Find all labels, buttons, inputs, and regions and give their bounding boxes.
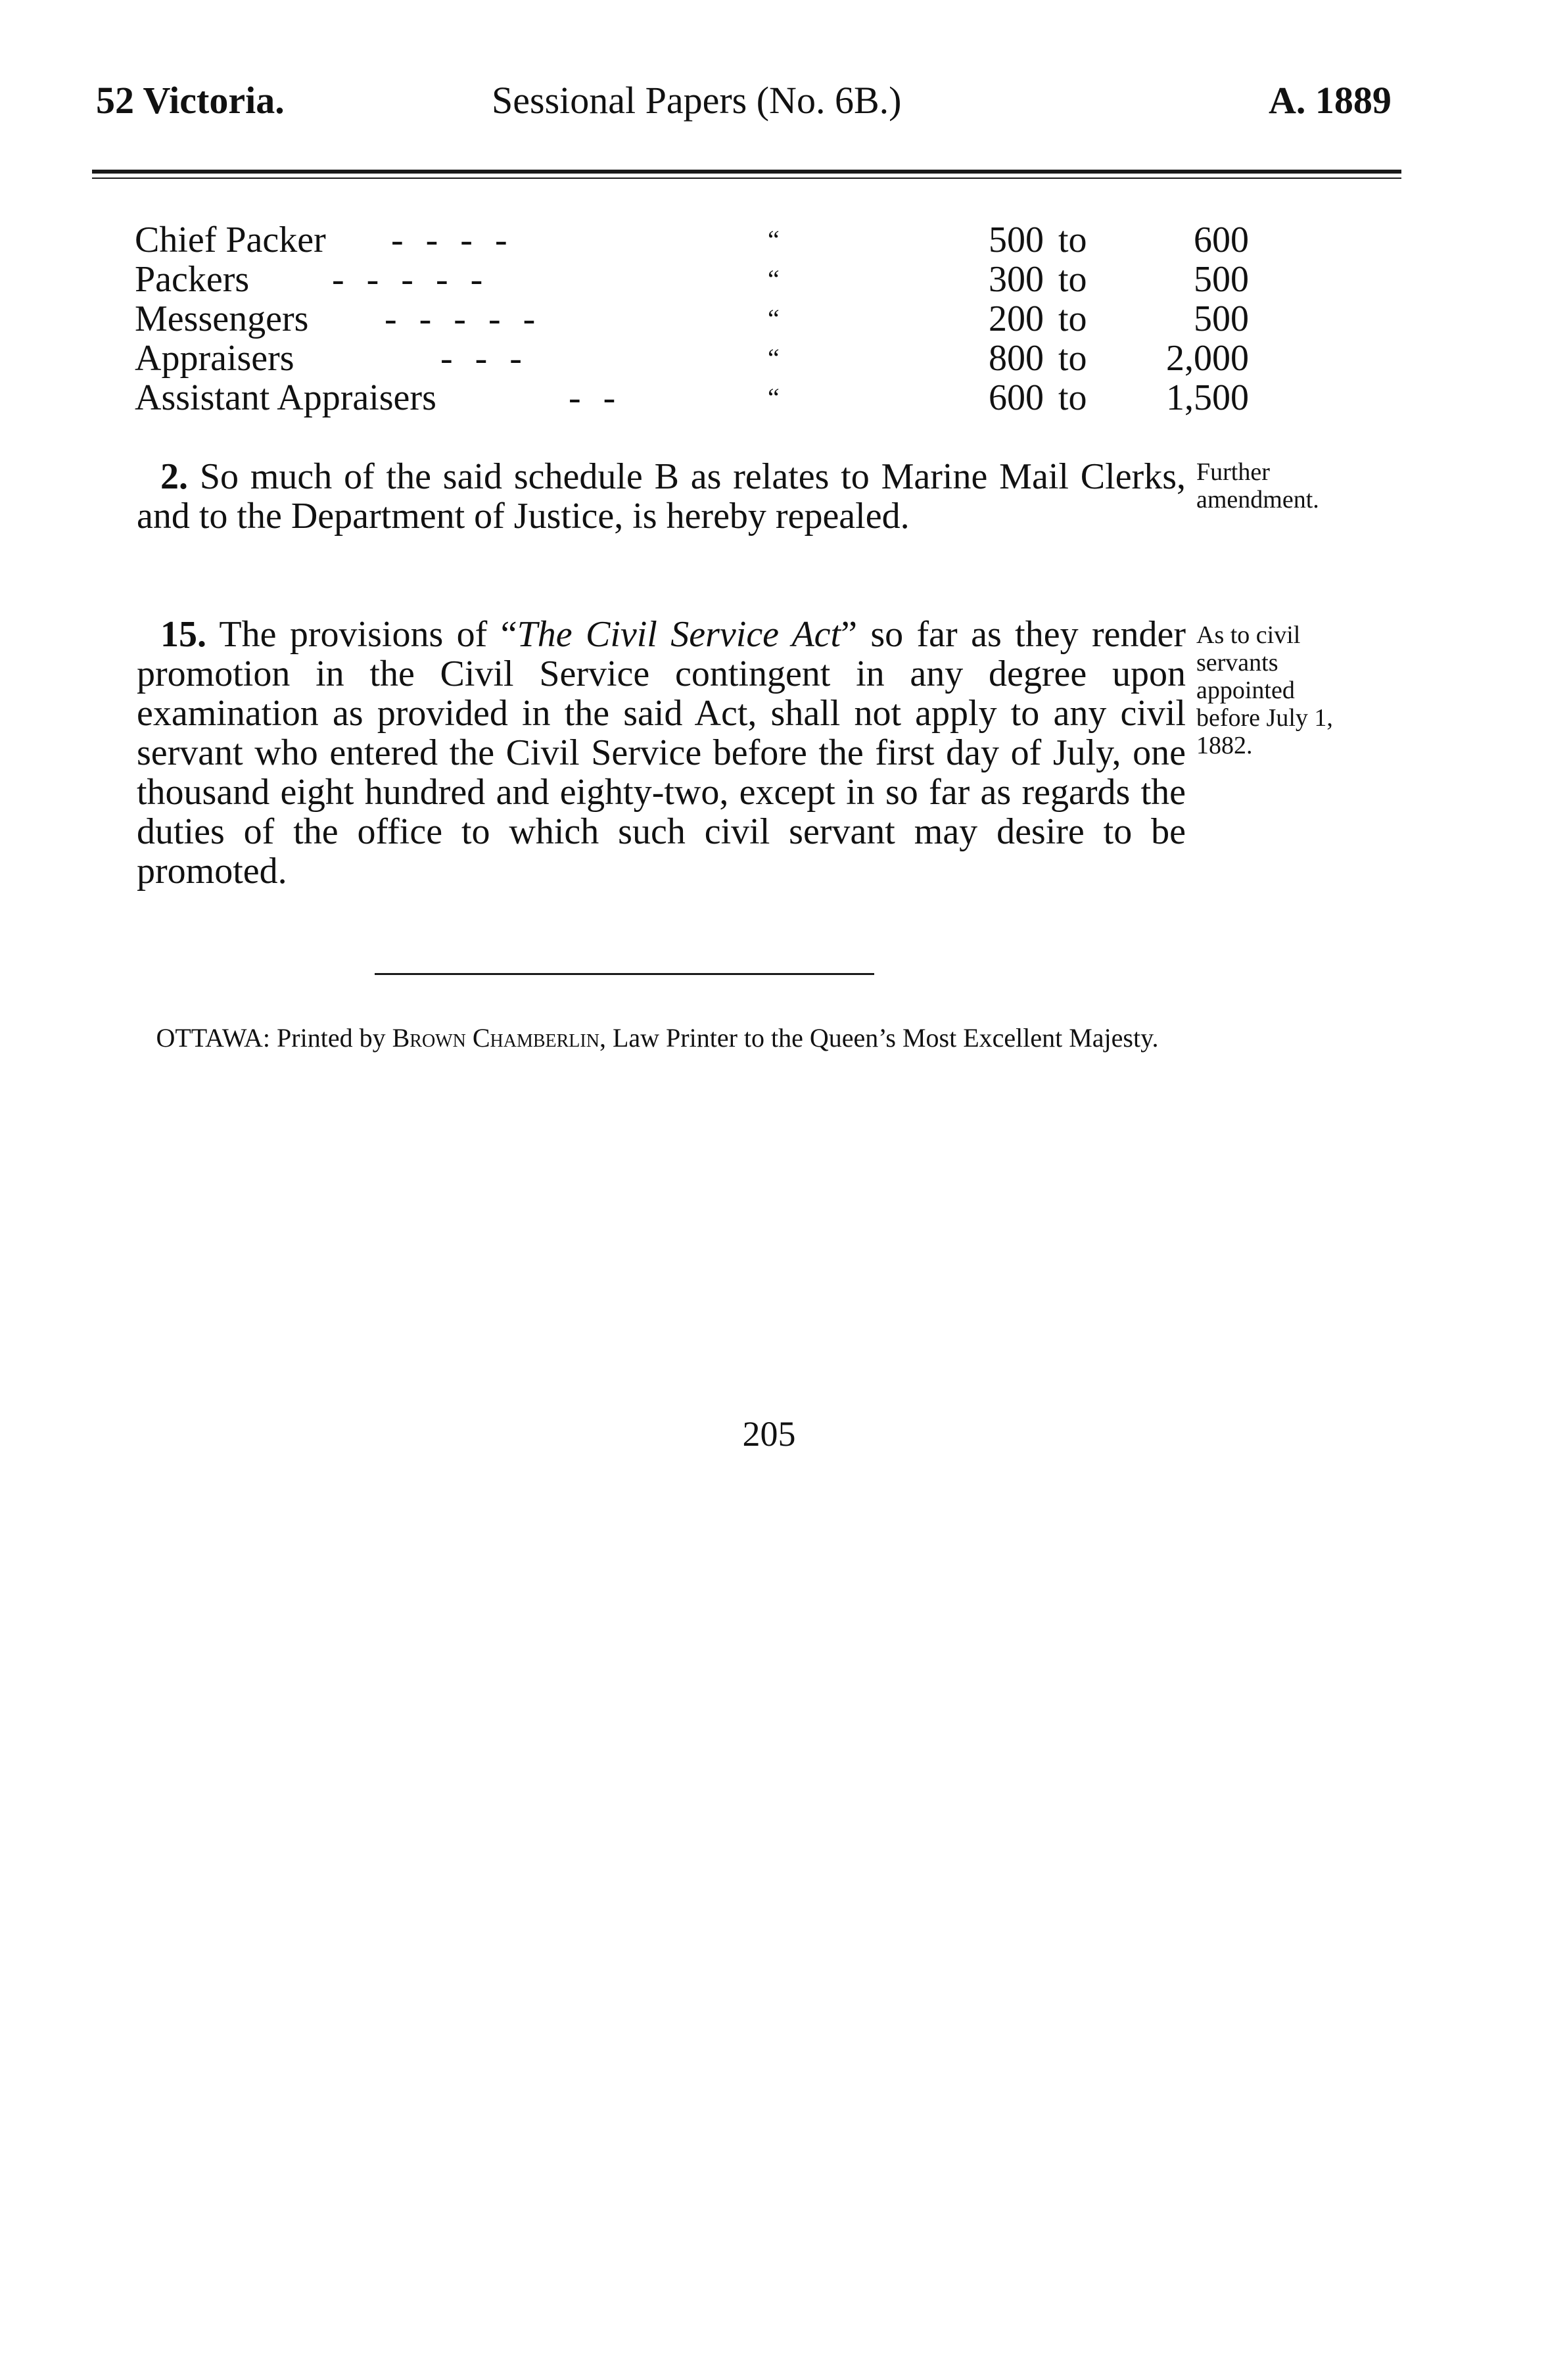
imprint-printer-name: Brown Chamberlin, (392, 1023, 606, 1053)
schedule-ditto: “ (768, 264, 780, 294)
schedule-to-word: to (1058, 220, 1087, 260)
closing-rule (375, 973, 874, 975)
schedule-leader: - - - - - (332, 259, 484, 300)
header-year: A. 1889 (1269, 79, 1392, 122)
schedule-from: 600 (989, 377, 1044, 418)
section-15-paragraph (137, 615, 1186, 891)
schedule-to-word: to (1058, 377, 1087, 418)
schedule-leader: - - (569, 377, 617, 418)
imprint-rest: Law Printer to the Queen’s Most Excellent Majesty. (612, 1023, 1159, 1053)
schedule-ditto: “ (768, 304, 780, 333)
schedule-row (0, 378, 1546, 417)
schedule-title: Chief Packer (135, 220, 326, 260)
schedule-upto: 600 (1194, 220, 1249, 260)
schedule-from: 200 (989, 298, 1044, 339)
header-series-text: Sessional Papers (No. 6 (492, 79, 854, 122)
page-number: 205 (742, 1414, 796, 1454)
schedule-upto: 500 (1194, 298, 1249, 339)
schedule-leader: - - - (440, 338, 523, 379)
header-rule-thin (92, 178, 1401, 179)
schedule-title: Assistant Appraisers (135, 377, 436, 418)
header-rule-thick (92, 170, 1401, 174)
header-series-close: .) (879, 79, 902, 122)
schedule-to-word: to (1058, 298, 1087, 339)
section-2-text: So much of the said schedule B as relates to Marine Mail Clerks, and to the Department of Justice, is hereby repealed. (137, 456, 1186, 536)
schedule-from: 300 (989, 259, 1044, 300)
schedule-title: Appraisers (135, 338, 294, 379)
schedule-upto: 1,500 (1166, 377, 1249, 418)
section-15-text-after: ” so far as they render promotion in the Civil Service contingent in any degree upon examination as provided in the said Act, shall not apply to any civil servant who entered the Civil Service before the first day of July, one thousand eight hundred and eighty-two, except in so far as regards the duties of the office to which such civil servant may desire to be promoted. (137, 614, 1186, 892)
schedule-from: 500 (989, 220, 1044, 260)
section-2-margin-note: Further amendment. (1196, 458, 1319, 513)
section-15-margin-note: As to civil servants appointed before July 1, 1882. (1196, 621, 1333, 759)
section-15-text-before: The provisions of “ (219, 614, 517, 655)
schedule-leader: - - - - - (385, 298, 537, 339)
schedule-ditto: “ (768, 225, 780, 254)
imprint-place: OTTAWA: (156, 1023, 271, 1053)
header-series-title (492, 78, 901, 124)
schedule-row (0, 220, 1546, 260)
header-regnal-year: 52 Victoria. (96, 79, 285, 122)
schedule-to-word: to (1058, 338, 1087, 379)
schedule-from: 800 (989, 338, 1044, 379)
section-2-paragraph (137, 457, 1186, 536)
schedule-row (0, 260, 1546, 299)
schedule-upto: 2,000 (1166, 338, 1249, 379)
schedule-ditto: “ (768, 383, 780, 412)
section-15-act-title: The Civil Service Act (517, 614, 841, 655)
schedule-upto: 500 (1194, 259, 1249, 300)
schedule-title: Packers (135, 259, 250, 300)
section-15-number: 15. (160, 614, 206, 655)
schedule-ditto: “ (768, 343, 780, 373)
schedule-row (0, 299, 1546, 339)
schedule-row (0, 339, 1546, 378)
schedule-to-word: to (1058, 259, 1087, 300)
schedule-title: Messengers (135, 298, 309, 339)
section-2-number: 2. (160, 456, 188, 497)
header-series-letter: B (853, 79, 879, 122)
imprint-printed-by: Printed by (277, 1023, 386, 1053)
schedule-leader: - - - - (391, 220, 509, 260)
printer-imprint (131, 1022, 1183, 1054)
